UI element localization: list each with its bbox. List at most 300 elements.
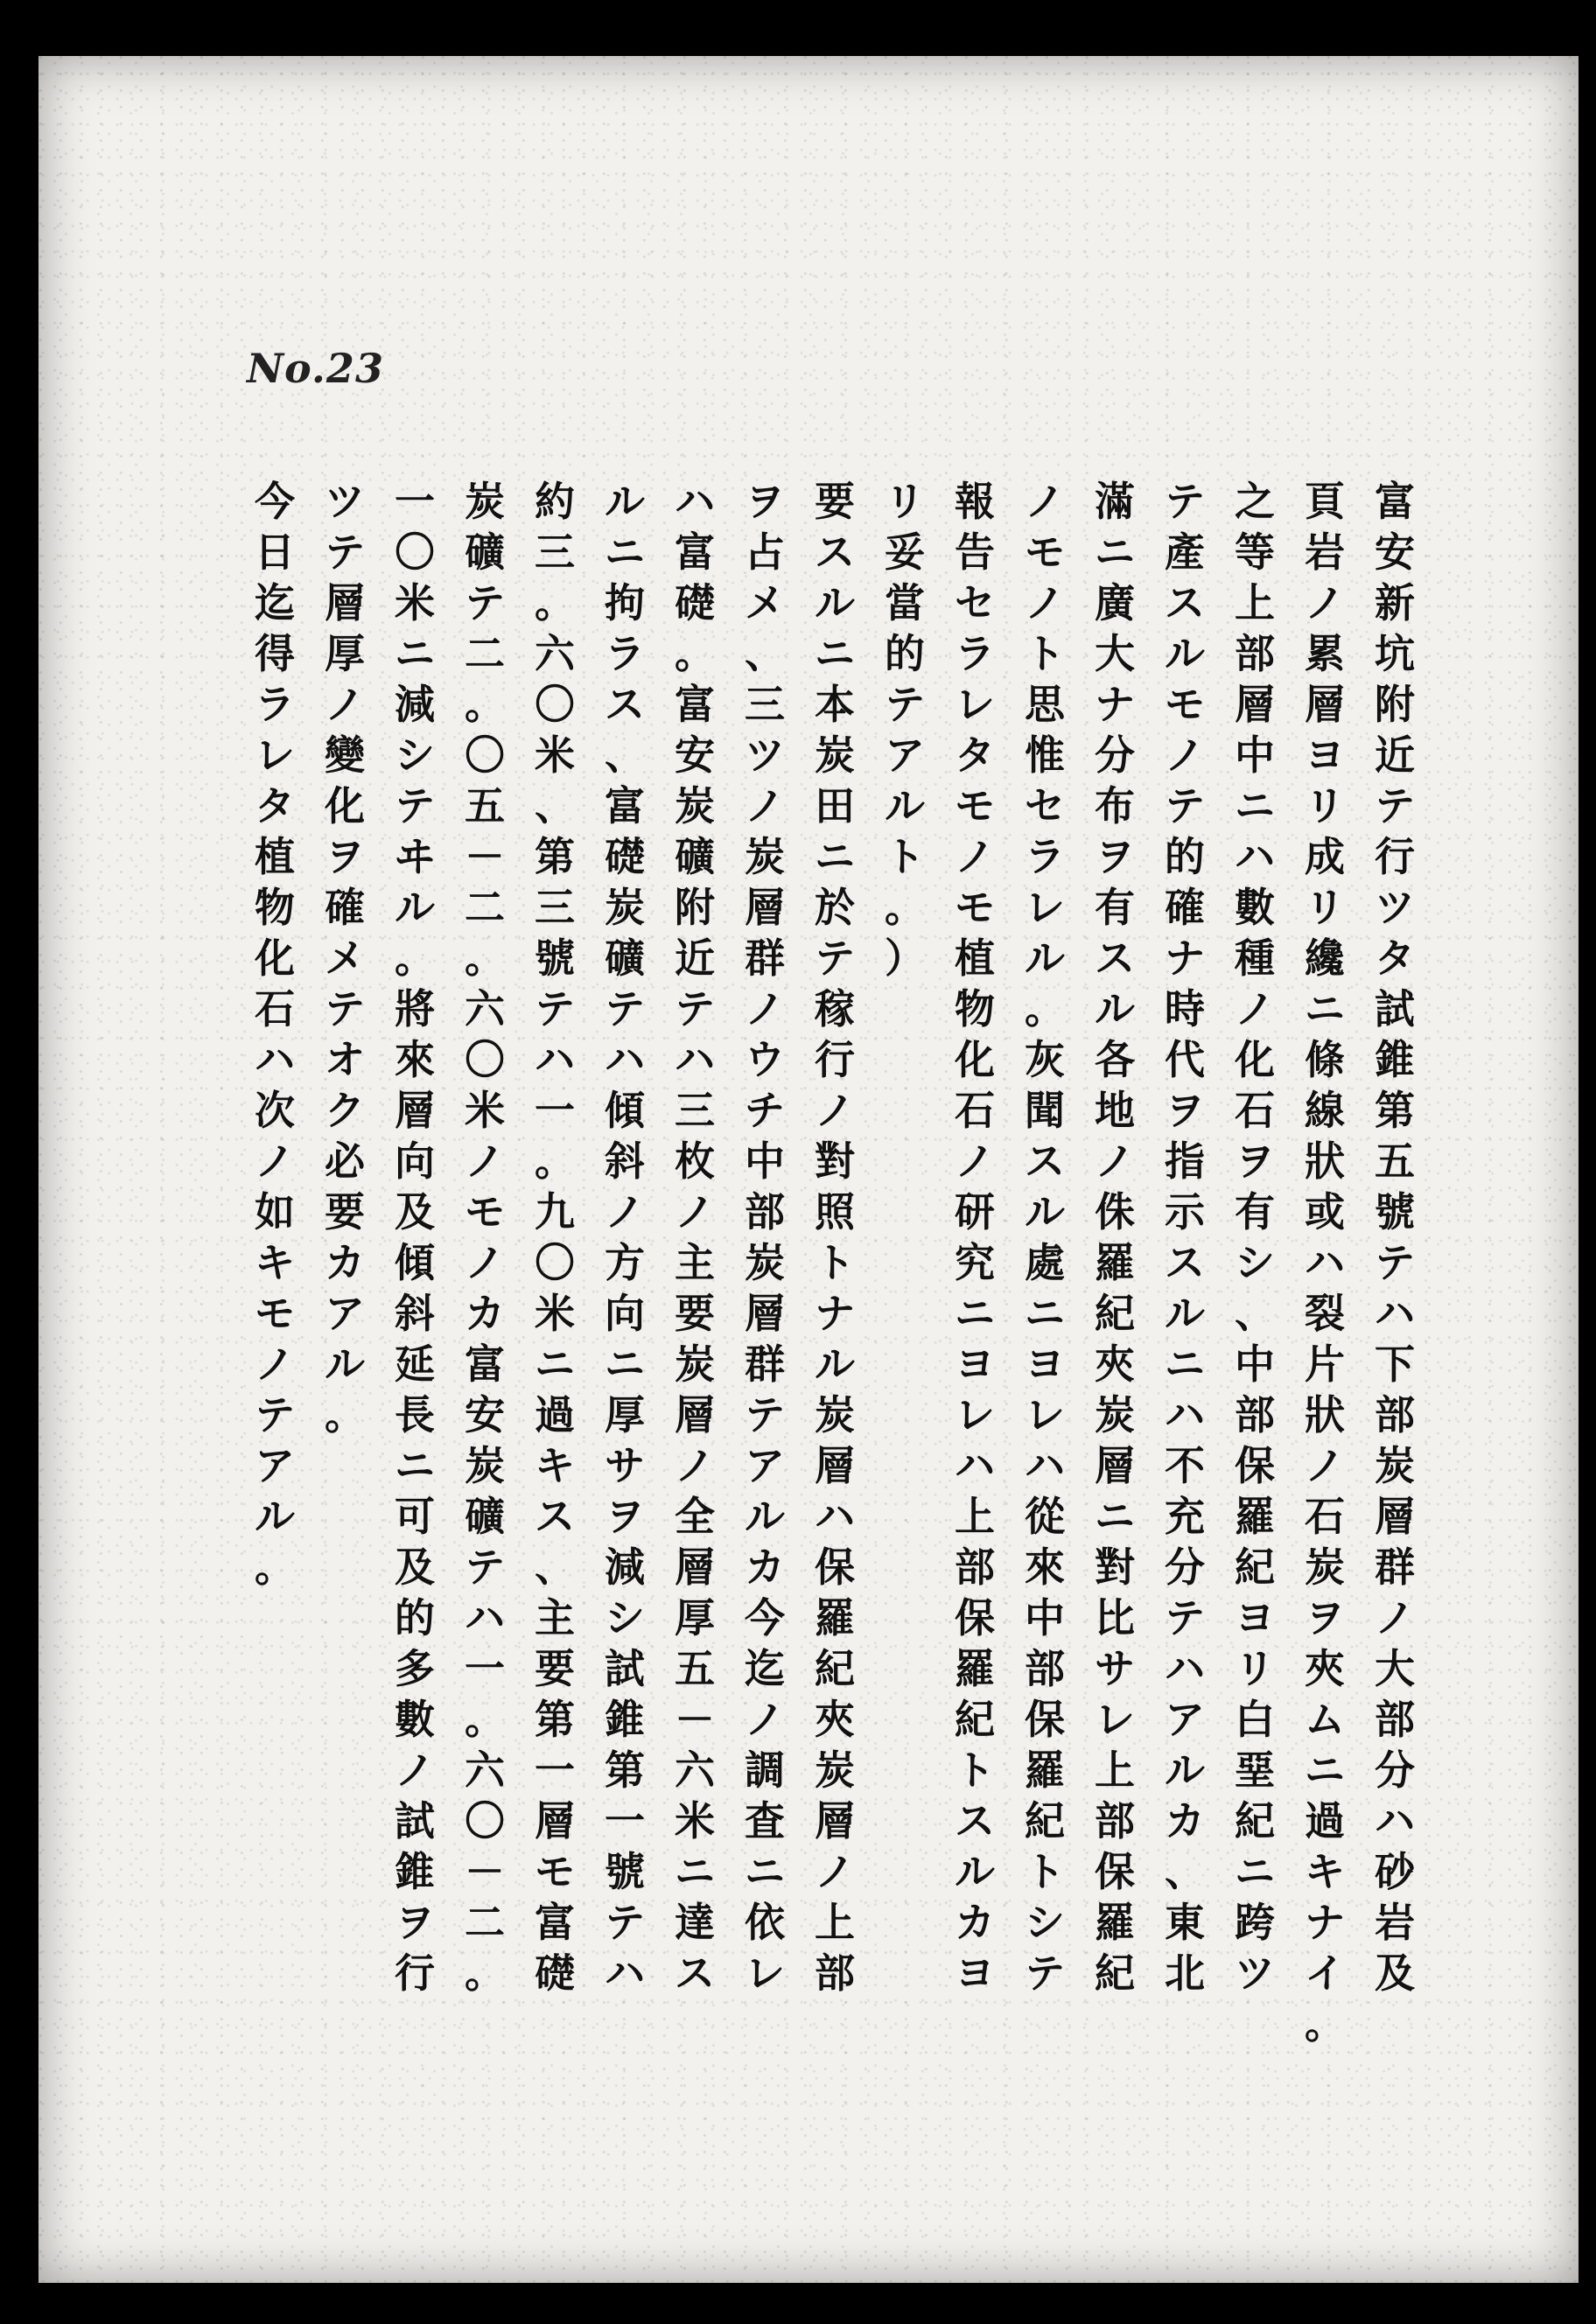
glyph: 保	[955, 1594, 995, 1642]
glyph: ラ	[955, 630, 995, 677]
glyph: 炭	[815, 732, 855, 779]
glyph: 跨	[1235, 1899, 1275, 1946]
glyph: 線	[1305, 1087, 1345, 1134]
glyph: 物	[955, 985, 995, 1032]
glyph: ハ	[255, 1036, 295, 1083]
glyph: ト	[885, 833, 925, 880]
glyph: ヲ	[1165, 1087, 1205, 1134]
glyph: ）	[885, 934, 925, 982]
glyph: レ	[1025, 884, 1065, 931]
glyph: 一	[395, 478, 435, 525]
glyph: ル	[255, 1493, 295, 1540]
glyph: 部	[955, 1544, 995, 1591]
glyph: 層	[1375, 1493, 1415, 1540]
glyph: ノ	[1305, 579, 1345, 626]
glyph: 延	[395, 1340, 435, 1388]
glyph: 全	[675, 1493, 715, 1540]
glyph: 的	[395, 1594, 435, 1642]
glyph: 地	[1095, 1087, 1135, 1134]
glyph: ナ	[1095, 681, 1135, 728]
glyph: シ	[395, 732, 435, 779]
glyph: ニ	[1305, 1746, 1345, 1794]
glyph: ニ	[745, 1848, 785, 1895]
glyph: ル	[1165, 1290, 1205, 1337]
glyph: ノ	[465, 1138, 505, 1185]
glyph: 、	[1235, 1290, 1275, 1337]
glyph: ニ	[675, 1848, 715, 1895]
glyph: 米	[535, 1290, 575, 1337]
glyph: セ	[1025, 782, 1065, 830]
glyph: 羅	[1025, 1746, 1065, 1794]
glyph: 羅	[955, 1645, 995, 1692]
glyph: 礎	[675, 579, 715, 626]
glyph: 產	[1165, 528, 1205, 576]
glyph: 。	[255, 1544, 295, 1591]
glyph: 迄	[745, 1645, 785, 1692]
glyph: ル	[605, 478, 645, 525]
glyph: 、	[605, 732, 645, 779]
glyph: 富	[535, 1899, 575, 1946]
glyph: ハ	[1165, 1391, 1205, 1438]
glyph: 侏	[1095, 1188, 1135, 1236]
glyph: 部	[1095, 1797, 1135, 1844]
glyph: ノ	[1025, 478, 1065, 525]
glyph: モ	[535, 1848, 575, 1895]
glyph: 、	[535, 1544, 575, 1591]
glyph: 有	[1095, 884, 1135, 931]
glyph: 來	[395, 1036, 435, 1083]
glyph: レ	[955, 681, 995, 728]
glyph: 各	[1095, 1036, 1135, 1083]
glyph: 炭	[675, 782, 715, 830]
glyph: 三	[535, 528, 575, 576]
glyph: 布	[1095, 782, 1135, 830]
glyph: 。	[1305, 2000, 1345, 2048]
document-page	[38, 56, 1578, 2283]
glyph: テ	[1165, 478, 1205, 525]
glyph: 米	[465, 1087, 505, 1134]
glyph: ノ	[1165, 732, 1205, 779]
glyph: ノ	[605, 1188, 645, 1236]
glyph: テ	[465, 579, 505, 626]
glyph: セ	[955, 579, 995, 626]
text-column	[388, 476, 441, 2244]
glyph: ヲ	[395, 1899, 435, 1946]
glyph: 錐	[1375, 1036, 1415, 1083]
glyph: ル	[325, 1340, 365, 1388]
glyph: 灰	[1025, 1036, 1065, 1083]
glyph: 米	[675, 1797, 715, 1844]
glyph: ヲ	[1235, 1138, 1275, 1185]
glyph: 。	[465, 1696, 505, 1743]
glyph: レ	[955, 1391, 995, 1438]
glyph: 層	[1095, 1442, 1135, 1489]
glyph: ア	[885, 732, 925, 779]
glyph: 照	[815, 1188, 855, 1236]
glyph: 中	[745, 1138, 785, 1185]
glyph: 層	[535, 1797, 575, 1844]
glyph: 保	[1025, 1696, 1065, 1743]
glyph: ス	[605, 681, 645, 728]
glyph: －	[675, 1696, 715, 1743]
glyph: 群	[1375, 1544, 1415, 1591]
glyph: 化	[1235, 1036, 1275, 1083]
glyph: 主	[535, 1594, 575, 1642]
glyph: 石	[955, 1087, 995, 1134]
glyph: 礎	[535, 1950, 575, 1997]
glyph: 、	[745, 630, 785, 677]
glyph: 二	[465, 884, 505, 931]
glyph: 比	[1095, 1594, 1135, 1642]
glyph: 分	[1095, 732, 1135, 779]
glyph: ハ	[955, 1442, 995, 1489]
glyph: 報	[955, 478, 995, 525]
glyph: ツ	[1235, 1950, 1275, 1997]
glyph: ヨ	[1025, 1340, 1065, 1388]
glyph: 當	[885, 579, 925, 626]
glyph: 岩	[1375, 1899, 1415, 1946]
glyph: 化	[955, 1036, 995, 1083]
glyph: テ	[745, 1391, 785, 1438]
glyph: 上	[1235, 579, 1275, 626]
glyph: 思	[1025, 681, 1065, 728]
glyph: テ	[1025, 1950, 1065, 1997]
glyph: 炭	[465, 478, 505, 525]
glyph: 富	[675, 528, 715, 576]
glyph: 夾	[1095, 1340, 1135, 1388]
glyph: 。	[395, 934, 435, 982]
glyph: 錐	[605, 1696, 645, 1743]
text-column	[528, 476, 581, 2244]
glyph: ツ	[745, 732, 785, 779]
text-column	[668, 476, 721, 2244]
glyph: 及	[395, 1188, 435, 1236]
glyph: －	[465, 1848, 505, 1895]
glyph: ト	[1025, 630, 1065, 677]
glyph: 可	[395, 1493, 435, 1540]
glyph: ニ	[1165, 1340, 1205, 1388]
glyph: キ	[1305, 1848, 1345, 1895]
glyph: ヲ	[745, 478, 785, 525]
glyph: 部	[745, 1188, 785, 1236]
glyph: 向	[395, 1138, 435, 1185]
glyph: 炭	[1375, 1442, 1415, 1489]
glyph: 一	[535, 1746, 575, 1794]
glyph: 過	[1305, 1797, 1345, 1844]
glyph: 的	[1165, 833, 1205, 880]
glyph: 要	[675, 1290, 715, 1337]
glyph: ニ	[605, 528, 645, 576]
glyph: 富	[675, 681, 715, 728]
glyph: 層	[815, 1442, 855, 1489]
glyph: 炭	[675, 1340, 715, 1388]
glyph: 今	[255, 478, 295, 525]
text-column	[1368, 476, 1421, 2244]
glyph: 對	[1095, 1544, 1135, 1591]
glyph: 多	[395, 1645, 435, 1692]
glyph: ヨ	[1305, 732, 1345, 779]
glyph: タ	[1375, 934, 1415, 982]
glyph: ノ	[675, 1188, 715, 1236]
glyph: 行	[1375, 833, 1415, 880]
glyph: 厚	[605, 1391, 645, 1438]
glyph: ト	[955, 1746, 995, 1794]
glyph: ハ	[1375, 1797, 1415, 1844]
glyph: ウ	[745, 1036, 785, 1083]
glyph: ノ	[955, 1138, 995, 1185]
glyph: 分	[1375, 1746, 1415, 1794]
glyph: 層	[745, 884, 785, 931]
glyph: 號	[605, 1848, 645, 1895]
glyph: 部	[1025, 1645, 1065, 1692]
glyph: 或	[1305, 1188, 1345, 1236]
text-column	[598, 476, 651, 2244]
text-column	[1088, 476, 1141, 2244]
glyph: 妥	[885, 528, 925, 576]
glyph: ツ	[1375, 884, 1415, 931]
glyph: テ	[885, 681, 925, 728]
glyph: ヨ	[1235, 1594, 1275, 1642]
glyph: 礦	[465, 1493, 505, 1540]
glyph: テ	[1165, 782, 1205, 830]
glyph: 北	[1165, 1950, 1205, 1997]
glyph: キ	[255, 1239, 295, 1286]
glyph: 石	[1305, 1493, 1345, 1540]
glyph: 保	[1235, 1442, 1275, 1489]
glyph: 狀	[1305, 1391, 1345, 1438]
glyph: ニ	[1305, 985, 1345, 1032]
glyph: 白	[1235, 1696, 1275, 1743]
glyph: ヰ	[395, 833, 435, 880]
glyph: 紀	[815, 1645, 855, 1692]
glyph: 部	[1235, 630, 1275, 677]
glyph: 近	[675, 934, 715, 982]
glyph: 數	[1235, 884, 1275, 931]
glyph: ノ	[955, 833, 995, 880]
glyph: 的	[885, 630, 925, 677]
glyph: 堊	[1235, 1746, 1275, 1794]
glyph: シ	[1025, 1899, 1065, 1946]
glyph: ノ	[675, 1442, 715, 1489]
glyph: 近	[1375, 732, 1415, 779]
glyph: 號	[535, 934, 575, 982]
glyph: 時	[1165, 985, 1205, 1032]
glyph: レ	[1025, 1391, 1065, 1438]
glyph: 石	[1235, 1087, 1275, 1134]
glyph: 層	[675, 1544, 715, 1591]
glyph: 惟	[1025, 732, 1065, 779]
glyph: 礎	[605, 833, 645, 880]
glyph: 不	[1165, 1442, 1205, 1489]
glyph: ム	[1305, 1696, 1345, 1743]
glyph: 斜	[605, 1138, 645, 1185]
glyph: 米	[395, 579, 435, 626]
glyph: 。	[325, 1391, 365, 1438]
glyph: 行	[815, 1036, 855, 1083]
glyph: 長	[395, 1391, 435, 1438]
glyph: 〇	[465, 1036, 505, 1083]
glyph: ハ	[815, 1493, 855, 1540]
page-number: No.23	[247, 345, 384, 392]
glyph: 減	[395, 681, 435, 728]
glyph: 紀	[1235, 1797, 1275, 1844]
glyph: 處	[1025, 1239, 1065, 1286]
glyph: 要	[535, 1645, 575, 1692]
glyph: 第	[535, 833, 575, 880]
glyph: 裂	[1305, 1290, 1345, 1337]
glyph: ハ	[605, 1036, 645, 1083]
glyph: 〇	[465, 1797, 505, 1844]
glyph: 羅	[1235, 1493, 1275, 1540]
glyph: 及	[1375, 1950, 1415, 1997]
glyph: ア	[1165, 1696, 1205, 1743]
glyph: 。	[465, 934, 505, 982]
glyph: リ	[1305, 884, 1345, 931]
glyph: 大	[1095, 630, 1135, 677]
glyph: ニ	[395, 1442, 435, 1489]
glyph: カ	[465, 1290, 505, 1337]
glyph: 分	[1165, 1544, 1205, 1591]
glyph: ノ	[745, 985, 785, 1032]
glyph: ヲ	[1305, 1594, 1345, 1642]
glyph: ル	[955, 1848, 995, 1895]
glyph: 達	[675, 1899, 715, 1946]
glyph: 田	[815, 782, 855, 830]
glyph: ハ	[1305, 1239, 1345, 1286]
glyph: 頁	[1305, 478, 1345, 525]
glyph: 〇	[535, 681, 575, 728]
glyph: 群	[745, 1340, 785, 1388]
glyph: 物	[255, 884, 295, 931]
glyph: 六	[465, 1746, 505, 1794]
glyph: 狀	[1305, 1138, 1345, 1185]
glyph: 炭	[745, 833, 785, 880]
glyph: ハ	[675, 1036, 715, 1083]
glyph: 富	[1375, 478, 1415, 525]
glyph: ノ	[1305, 1442, 1345, 1489]
text-column	[458, 476, 511, 2244]
glyph: 坑	[1375, 630, 1415, 677]
glyph: 安	[1375, 528, 1415, 576]
glyph: 五	[465, 782, 505, 830]
glyph: テ	[1375, 782, 1415, 830]
glyph: ア	[745, 1442, 785, 1489]
glyph: タ	[955, 732, 995, 779]
glyph: ア	[255, 1442, 295, 1489]
glyph: ル	[1095, 985, 1135, 1032]
glyph: 化	[255, 934, 295, 982]
glyph: 紀	[1025, 1797, 1065, 1844]
glyph: 代	[1165, 1036, 1205, 1083]
glyph: 安	[465, 1391, 505, 1438]
glyph: ナ	[1305, 1899, 1345, 1946]
glyph: サ	[1095, 1645, 1135, 1692]
glyph: 纔	[1305, 934, 1345, 982]
glyph: ハ	[1235, 833, 1275, 880]
glyph: テ	[465, 1544, 505, 1591]
text-column	[948, 476, 1001, 2244]
text-column	[1158, 476, 1211, 2244]
glyph: 方	[605, 1239, 645, 1286]
glyph: 炭	[815, 1391, 855, 1438]
glyph: キ	[535, 1442, 575, 1489]
glyph: 植	[955, 934, 995, 982]
glyph: 條	[1305, 1036, 1345, 1083]
glyph: ツ	[325, 478, 365, 525]
glyph: テ	[605, 985, 645, 1032]
glyph: 確	[1165, 884, 1205, 931]
glyph: ニ	[1095, 1493, 1135, 1540]
glyph: ハ	[675, 478, 715, 525]
glyph: 第	[1375, 1087, 1415, 1134]
glyph: ハ	[1025, 1442, 1065, 1489]
glyph: ヨ	[955, 1950, 995, 1997]
glyph: ニ	[1025, 1290, 1065, 1337]
glyph: 聞	[1025, 1087, 1065, 1134]
glyph: イ	[1305, 1950, 1345, 1997]
glyph: 保	[815, 1544, 855, 1591]
glyph: 安	[675, 732, 715, 779]
glyph: 岩	[1305, 528, 1345, 576]
glyph: テ	[675, 985, 715, 1032]
glyph: 枚	[675, 1138, 715, 1185]
glyph: ス	[675, 1950, 715, 1997]
glyph: 主	[675, 1239, 715, 1286]
glyph: レ	[1095, 1696, 1135, 1743]
glyph: ル	[745, 1493, 785, 1540]
glyph: 及	[395, 1544, 435, 1591]
glyph: テ	[1165, 1594, 1205, 1642]
glyph: テ	[325, 985, 365, 1032]
glyph: 上	[815, 1899, 855, 1946]
glyph: 斜	[395, 1290, 435, 1337]
glyph: 。	[1025, 985, 1065, 1032]
glyph: 二	[465, 1899, 505, 1946]
glyph: 紀	[1095, 1290, 1135, 1337]
glyph: 層	[325, 579, 365, 626]
text-column	[878, 476, 931, 2244]
glyph: 東	[1165, 1899, 1205, 1946]
glyph: 炭	[465, 1442, 505, 1489]
glyph: ス	[815, 528, 855, 576]
glyph: 一	[605, 1797, 645, 1844]
glyph: タ	[255, 782, 295, 830]
glyph: ニ	[815, 630, 855, 677]
glyph: ト	[1025, 1848, 1065, 1895]
glyph: 。	[885, 884, 925, 931]
text-column	[1018, 476, 1071, 2244]
glyph: 試	[1375, 985, 1415, 1032]
glyph: ハ	[1165, 1645, 1205, 1692]
glyph: ノ	[1235, 985, 1275, 1032]
glyph: テ	[1375, 1239, 1415, 1286]
glyph: 二	[465, 630, 505, 677]
glyph: ニ	[535, 1340, 575, 1388]
glyph: ア	[325, 1290, 365, 1337]
vertical-text-body	[248, 476, 1421, 2244]
glyph: 層	[1305, 681, 1345, 728]
glyph: ノ	[465, 1239, 505, 1286]
glyph: ニ	[1235, 782, 1275, 830]
glyph: 確	[325, 884, 365, 931]
glyph: 六	[675, 1746, 715, 1794]
glyph: 第	[605, 1746, 645, 1794]
glyph: 炭	[815, 1746, 855, 1794]
glyph: 六	[535, 630, 575, 677]
glyph: 夾	[815, 1696, 855, 1743]
glyph: 累	[1305, 630, 1345, 677]
glyph: 上	[955, 1493, 995, 1540]
